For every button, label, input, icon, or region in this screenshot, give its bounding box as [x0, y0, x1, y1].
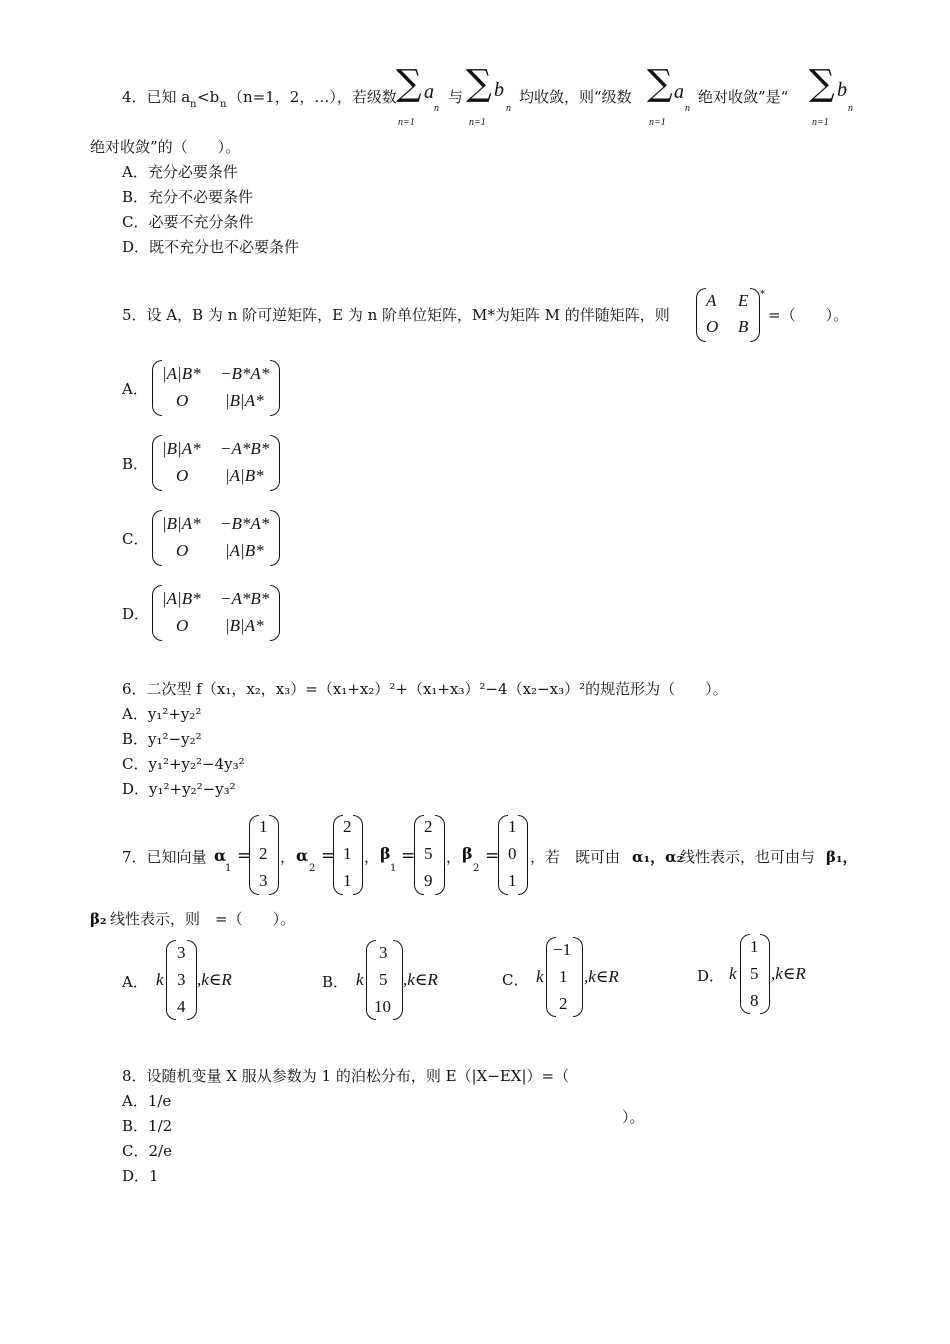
q5-option-c-label: C．: [122, 530, 149, 548]
q7-b-k: k: [356, 970, 364, 989]
q7-alpha1-sub: 1: [225, 863, 232, 874]
q7-optB-2: 10: [374, 997, 391, 1016]
q7-alpha2-eq: =: [321, 846, 336, 866]
q4-sigma-2: ∑: [466, 63, 492, 104]
q4-sigma-3: ∑: [647, 63, 673, 104]
q7-alpha1-eq: =: [237, 846, 252, 866]
q5-c-11: |B|A*: [162, 514, 201, 533]
q4-shoulian: 均收敛，则“级数: [519, 88, 632, 106]
q4-n1-3: n=1: [649, 117, 666, 128]
q5-d-11: |A|B*: [162, 589, 201, 608]
q7-optA-1: 3: [177, 970, 186, 989]
q4-juedui-shi: 绝对收敛”是“: [698, 88, 789, 106]
q5-d-21: O: [176, 616, 189, 635]
q7-a2-2: 1: [343, 871, 352, 890]
q5-a-21: O: [176, 391, 189, 410]
q7-beta2: β: [462, 844, 473, 863]
q4-option-b: B．充分不必要条件: [122, 188, 254, 206]
q5-b-21: O: [176, 466, 189, 485]
q7-b2-0: 1: [508, 817, 517, 836]
q7-a-k: k: [156, 970, 164, 989]
q8-option-a: A．1/e: [122, 1092, 172, 1110]
q8-option-b: B．1/2: [122, 1117, 173, 1135]
q4-bn-2: n: [848, 103, 853, 114]
q5-stem: 5．设 A，B 为 n 阶可逆矩阵，E 为 n 阶单位矩阵，M*为矩阵 M 的伴随矩阵，则: [122, 306, 670, 324]
q4-sub-n: n: [190, 99, 197, 110]
q4-stem-pre: 4．已知 a: [122, 88, 191, 106]
q7-alpha1: α: [214, 846, 227, 865]
q5-d-12: −A*B*: [220, 589, 270, 608]
q7-optA-2: 4: [177, 997, 186, 1016]
q7-optD-1: 5: [750, 964, 759, 983]
q7-b1-2: 9: [424, 871, 433, 890]
q4-option-c: C．必要不充分条件: [122, 213, 254, 231]
q7-option-a-label: A．: [122, 973, 148, 991]
q4-a-1: a: [424, 81, 434, 103]
q4-n1-2: n=1: [469, 117, 486, 128]
q7-optB-0: 3: [379, 943, 388, 962]
q6-option-b: B．y₁²−y₂²: [122, 730, 202, 748]
q7-a2-0: 2: [343, 817, 352, 836]
q8-stem: 8．设随机变量 X 服从参数为 1 的泊松分布，则 E（|X−EX|）=（: [122, 1067, 570, 1085]
q4-an-1: n: [434, 103, 439, 114]
q4-lt-b: <b: [197, 88, 220, 106]
q7-b-kr: ,k∈R: [403, 970, 438, 989]
q4-b-1: b: [494, 79, 504, 101]
q4-option-d: D．既不充分也不必要条件: [122, 238, 300, 256]
q6-option-a: A．y₁²+y₂²: [122, 705, 202, 723]
q7-a1-1: 2: [259, 844, 268, 863]
q7-d-kr: ,k∈R: [771, 964, 806, 983]
q5-a-22: |B|A*: [225, 391, 264, 410]
q8-option-d: D．1: [122, 1167, 159, 1185]
q4-a-2: a: [674, 81, 684, 103]
q7-b2-head: β₂: [90, 910, 107, 928]
q7-option-c-label: C．: [502, 971, 529, 989]
q5-a-11: |A|B*: [162, 364, 201, 383]
q5-m-o: O: [706, 317, 719, 336]
q4-sub-n2: n: [220, 99, 227, 110]
q5-m-b: B: [738, 317, 749, 336]
q5-b-12: −A*B*: [220, 439, 270, 458]
q4-sigma-1: ∑: [396, 63, 422, 104]
q7-optD-2: 8: [750, 991, 759, 1010]
q5-c-12: −B*A*: [220, 514, 270, 533]
q4-n1-1: n=1: [398, 117, 415, 128]
q7-option-d-label: D．: [697, 967, 725, 985]
q7-b1-tail: β₁，: [826, 848, 858, 866]
q7-optC-1: 1: [559, 967, 568, 986]
q7-stem-pre: 7．已知向量: [122, 848, 207, 866]
q5-option-b-label: B．: [122, 455, 149, 473]
q7-mid: 线性表示，也可由与: [680, 848, 816, 866]
q7-comma-1: ，: [280, 848, 296, 866]
q7-comma-3: ，: [446, 848, 462, 866]
q7-optA-0: 3: [177, 943, 186, 962]
q7-beta2-sub: 2: [473, 863, 480, 874]
q7-optD-0: 1: [750, 937, 759, 956]
q7-c-kr: ,k∈R: [584, 967, 619, 986]
q6-stem: 6．二次型 f（x₁，x₂，x₃）=（x₁+x₂）²+（x₁+x₃）²−4（x₂−x₃）²的规范形为（ ）。: [122, 680, 728, 698]
q7-optC-2: 2: [559, 994, 568, 1013]
q4-yu: 与: [448, 88, 464, 106]
q5-m-e: E: [738, 291, 749, 310]
q5-option-a-label: A．: [122, 380, 148, 398]
q8-option-c: C．2/e: [122, 1142, 172, 1160]
q5-c-22: |A|B*: [225, 541, 264, 560]
q5-a-12: −B*A*: [220, 364, 270, 383]
q5-tail: =（ ）。: [768, 306, 849, 324]
q6-option-c: C．y₁²+y₂²−4y₃²: [122, 755, 245, 773]
q7-beta1: β: [380, 844, 391, 863]
q7-d-k: k: [729, 964, 737, 983]
q7-line2: 线性表示，则 =（ ）。: [110, 910, 296, 928]
q5-d-22: |B|A*: [225, 616, 264, 635]
q5-b-22: |A|B*: [225, 466, 264, 485]
q5-m-star: *: [760, 289, 765, 300]
q5-b-11: |B|A*: [162, 439, 201, 458]
q7-comma-2: ，: [364, 848, 380, 866]
q7-optB-1: 5: [379, 970, 388, 989]
q7-optC-0: −1: [553, 940, 572, 959]
q7-a1-0: 1: [259, 817, 268, 836]
q7-ruo: ，若 既可由: [530, 848, 621, 866]
q7-b1-0: 2: [424, 817, 433, 836]
q4-n1-4: n=1: [812, 117, 829, 128]
q4-line2: 绝对收敛”的（ ）。: [90, 138, 241, 156]
q7-a2-1: 1: [343, 844, 352, 863]
q7-b2-1: 0: [508, 844, 517, 863]
q5-option-d-label: D．: [122, 605, 150, 623]
q4-b-2: b: [837, 79, 847, 101]
q7-a1-2: 3: [259, 871, 268, 890]
q7-c-k: k: [536, 967, 544, 986]
q8-close: ）。: [622, 1108, 645, 1126]
q6-option-d: D．y₁²+y₂²−y₃²: [122, 780, 236, 798]
q7-a-kr: ,k∈R: [197, 970, 232, 989]
q4-bn-1: n: [506, 103, 511, 114]
q7-b1-1: 5: [424, 844, 433, 863]
q7-alpha2: α: [296, 846, 309, 865]
q5-c-21: O: [176, 541, 189, 560]
q4-option-a: A．充分必要条件: [122, 163, 238, 181]
q7-alpha2-sub: 2: [309, 863, 316, 874]
q7-b2-2: 1: [508, 871, 517, 890]
q5-m-a: A: [706, 291, 717, 310]
q7-beta1-sub: 1: [390, 863, 397, 874]
q7-a12: α₁，α₂: [632, 848, 684, 866]
q4-an-2: n: [685, 103, 690, 114]
q7-beta1-eq: =: [401, 846, 416, 866]
q7-beta2-eq: =: [485, 846, 500, 866]
q7-option-b-label: B．: [322, 973, 349, 991]
q4-sigma-4: ∑: [809, 63, 835, 104]
q4-stem-mid: （n=1，2，…），若级数: [228, 88, 397, 106]
